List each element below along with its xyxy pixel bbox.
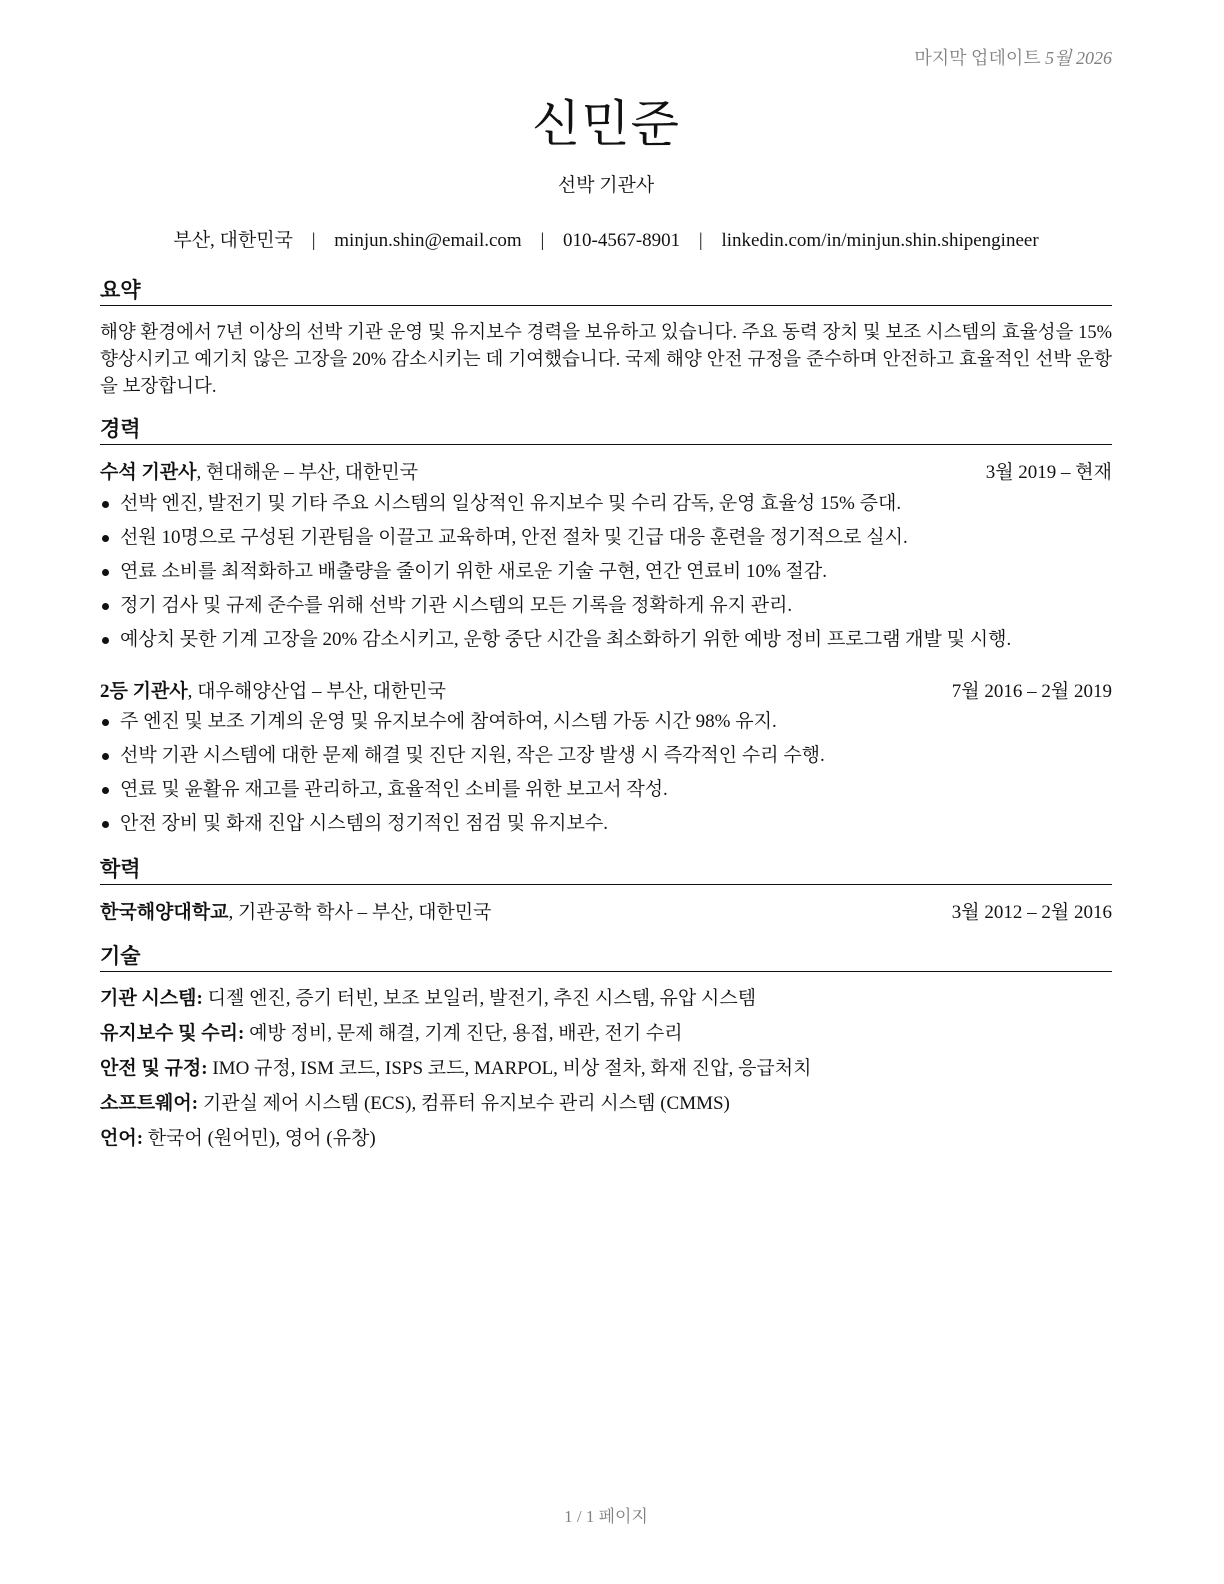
candidate-title: 선박 기관사: [557, 175, 655, 196]
last-updated-date: 5월 2026: [1045, 48, 1112, 68]
contact-separator: |: [540, 230, 545, 251]
education-detail: , 기관공학 학사 – 부산, 대한민국: [228, 902, 492, 923]
skill-value: 디젤 엔진, 증기 터빈, 보조 보일러, 발전기, 추진 시스템, 유압 시스템: [202, 988, 757, 1009]
skill-row: [100, 987, 1112, 1022]
job-bullets: [100, 492, 1112, 662]
skill-value: IMO 규정, ISM 코드, ISPS 코드, MARPOL, 비상 절차, 화재 진압, 응급처치: [207, 1058, 812, 1079]
education-dates: 3월 2012 – 2월 2016: [951, 902, 1112, 923]
skill-row: [100, 1057, 1112, 1092]
job-header: [100, 680, 1112, 704]
job-dates: 7월 2016 – 2월 2019: [951, 681, 1112, 702]
skill-label: 언어:: [100, 1128, 144, 1149]
contact-email[interactable]: minjun.shin@email.com: [334, 230, 522, 251]
skill-label: 안전 및 규정:: [100, 1058, 208, 1079]
last-updated-prefix: 마지막 업데이트: [914, 48, 1041, 68]
candidate-name: 신민준: [532, 95, 680, 153]
contact-phone[interactable]: 010-4567-8901: [563, 230, 681, 251]
resume-page: [100, 0, 1112, 1584]
bullet-item: 연료 소비를 최적화하고 배출량을 줄이기 위한 새로운 기술 구현, 연간 연료비 10% 절감.: [100, 560, 1112, 594]
job-company: , 현대해운 – 부산, 대한민국: [196, 462, 419, 483]
bullet-item: 주 엔진 및 보조 기계의 운영 및 유지보수에 참여하여, 시스템 가동 시간 98% 유지.: [100, 710, 1112, 744]
skill-row: [100, 1127, 1112, 1162]
last-updated: [914, 44, 1112, 70]
skill-value: 예방 정비, 문제 해결, 기계 진단, 용접, 배관, 전기 수리: [244, 1023, 683, 1044]
bullet-item: 정기 검사 및 규제 준수를 위해 선박 기관 시스템의 모든 기록을 정확하게 유지 관리.: [100, 594, 1112, 628]
bullet-item: 안전 장비 및 화재 진압 시스템의 정기적인 점검 및 유지보수.: [100, 812, 1112, 846]
bullet-item: 선박 기관 시스템에 대한 문제 해결 및 진단 지원, 작은 고장 발생 시 즉각적인 수리 수행.: [100, 744, 1112, 778]
section-heading-experience: 경력: [100, 416, 1112, 445]
skills-list: [100, 987, 1112, 1162]
bullet-item: 예상치 못한 기계 고장을 20% 감소시키고, 운항 중단 시간을 최소화하기 위한 예방 정비 프로그램 개발 및 시행.: [100, 628, 1112, 662]
education-school: 한국해양대학교: [100, 902, 229, 923]
skill-row: [100, 1022, 1112, 1057]
section-heading-summary: 요약: [100, 277, 1112, 306]
job-company: , 대우해양산업 – 부산, 대한민국: [187, 681, 446, 702]
bullet-item: 선박 엔진, 발전기 및 기타 주요 시스템의 일상적인 유지보수 및 수리 감독, 운영 효율성 15% 증대.: [100, 492, 1112, 526]
skill-label: 소프트웨어:: [100, 1093, 199, 1114]
skill-value: 한국어 (원어민), 영어 (유창): [143, 1128, 376, 1149]
section-heading-skills: 기술: [100, 943, 1112, 972]
contact-separator: |: [311, 230, 316, 251]
skill-label: 기관 시스템:: [100, 988, 203, 1009]
contact-line: [100, 225, 1112, 252]
skill-row: [100, 1092, 1112, 1127]
job-dates: 3월 2019 – 현재: [985, 462, 1112, 483]
bullet-item: 연료 및 윤활유 재고를 관리하고, 효율적인 소비를 위한 보고서 작성.: [100, 778, 1112, 812]
section-heading-education: 학력: [100, 856, 1112, 885]
contact-linkedin[interactable]: linkedin.com/in/minjun.shin.shipengineer: [721, 230, 1039, 251]
page-number: 1 / 1 페이지: [564, 1507, 648, 1526]
summary-text: 해양 환경에서 7년 이상의 선박 기관 운영 및 유지보수 경력을 보유하고 있습니다. 주요 동력 장치 및 보조 시스템의 효율성을 15% 향상시키고 예기치 않은 고장을 20% 감소시키는 데 기여했습니다. 국제 해양 안전 규정을 준수하며 안전하고 효율적인 선박 운항을 보장합니다.: [100, 323, 1112, 397]
bullet-item: 선원 10명으로 구성된 기관팀을 이끌고 교육하며, 안전 절차 및 긴급 대응 훈련을 정기적으로 실시.: [100, 526, 1112, 560]
contact-location: 부산, 대한민국: [173, 230, 293, 251]
education-entry: [100, 901, 1112, 925]
job-role: 수석 기관사: [100, 462, 197, 483]
contact-separator: |: [698, 230, 703, 251]
job-header: [100, 461, 1112, 485]
job-bullets: [100, 710, 1112, 846]
skill-value: 기관실 제어 시스템 (ECS), 컴퓨터 유지보수 관리 시스템 (CMMS): [198, 1093, 730, 1114]
skill-label: 유지보수 및 수리:: [100, 1023, 245, 1044]
job-role: 2등 기관사: [100, 681, 188, 702]
